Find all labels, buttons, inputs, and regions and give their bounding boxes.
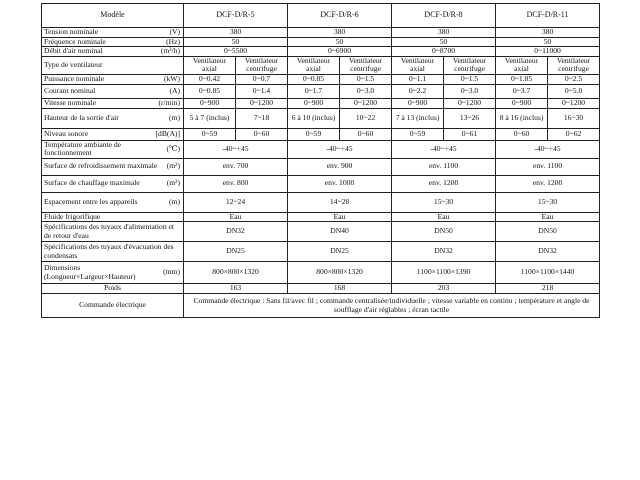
spec-value: 6 à 10 (inclus) bbox=[288, 108, 340, 128]
spec-row bbox=[42, 262, 600, 284]
spec-row bbox=[42, 84, 600, 98]
spec-row bbox=[42, 242, 600, 262]
spec-row bbox=[42, 47, 600, 57]
spec-value: 0~60 bbox=[236, 128, 288, 140]
spec-row bbox=[42, 212, 600, 222]
spec-value: 0~0.85 bbox=[184, 84, 236, 98]
spec-value: env. 1200 bbox=[496, 175, 600, 192]
spec-value: 5 à 7 (inclus) bbox=[184, 108, 236, 128]
spec-value: 15~30 bbox=[392, 192, 496, 212]
spec-value: DN25 bbox=[184, 242, 288, 262]
spec-label: Spécifications des tuyaux d'alimentation et de retour d'eau bbox=[44, 222, 175, 240]
spec-value: 380 bbox=[184, 28, 288, 38]
control-description: Commande électrique : Sans fil/avec fil ; commande centralisée/individuelle ; vitesse variable en continu ; température et angle de soufflage d'air réglables ; écran tactile bbox=[184, 294, 600, 318]
spec-value: 0~5.0 bbox=[548, 84, 600, 98]
spec-unit: (V) bbox=[169, 27, 180, 36]
spec-value: 7~18 bbox=[236, 108, 288, 128]
model-name: DCF-D/R-11 bbox=[496, 4, 600, 28]
spec-value: 0~1.7 bbox=[288, 84, 340, 98]
spec-label-cell bbox=[42, 175, 184, 192]
spec-unit: (m²) bbox=[166, 161, 180, 171]
spec-value: 0~900 bbox=[392, 98, 444, 108]
spec-body bbox=[42, 28, 600, 284]
control-label: Commande électrique bbox=[42, 294, 184, 318]
spec-unit: (m²) bbox=[166, 178, 180, 188]
spec-label-cell bbox=[42, 128, 184, 140]
spec-value: Ventilateur centrifuge bbox=[340, 56, 392, 74]
spec-label-cell bbox=[42, 108, 184, 128]
spec-value: 0~59 bbox=[184, 128, 236, 140]
spec-label: Niveau sonore bbox=[44, 128, 89, 138]
spec-value: 0~61 bbox=[444, 128, 496, 140]
spec-row bbox=[42, 128, 600, 140]
spec-value: 0~900 bbox=[288, 98, 340, 108]
spec-value: 0~2.2 bbox=[392, 84, 444, 98]
spec-row bbox=[42, 222, 600, 242]
spec-label-cell bbox=[42, 28, 184, 38]
weight-label: Poids bbox=[42, 284, 184, 294]
spec-value: 800×800×1320 bbox=[184, 262, 288, 284]
spec-unit: (m) bbox=[169, 196, 180, 206]
spec-value: 50 bbox=[496, 37, 600, 47]
model-name: DCF-D/R-8 bbox=[392, 4, 496, 28]
spec-label: Température ambiante de fonctionnement bbox=[44, 140, 122, 157]
spec-unit: (m) bbox=[169, 112, 180, 122]
spec-value: Eau bbox=[288, 212, 392, 222]
spec-value: 13~26 bbox=[444, 108, 496, 128]
spec-label: Fluide frigorifique bbox=[44, 212, 101, 221]
spec-value: Ventilateur centrifuge bbox=[548, 56, 600, 74]
spec-value: env. 1100 bbox=[496, 158, 600, 175]
spec-row bbox=[42, 108, 600, 128]
spec-value: 50 bbox=[184, 37, 288, 47]
spec-value: Ventilateur axial bbox=[496, 56, 548, 74]
spec-value: 0~1.85 bbox=[496, 74, 548, 84]
spec-label-cell bbox=[42, 158, 184, 175]
spec-value: 0~8700 bbox=[392, 47, 496, 57]
spec-label-cell bbox=[42, 222, 184, 242]
spec-row bbox=[42, 158, 600, 175]
spec-label: Dimensions (Longueur×Largeur×Hauteur) bbox=[44, 263, 136, 281]
spec-label: Spécifications des tuyaux d'évacuation des condensats bbox=[44, 242, 174, 260]
spec-value: 10~22 bbox=[340, 108, 392, 128]
spec-label: Hauteur de la sortie d'air bbox=[44, 112, 119, 122]
spec-value: 0~1.1 bbox=[392, 74, 444, 84]
spec-value: env. 800 bbox=[184, 175, 288, 192]
spec-label: Type de ventilateur bbox=[44, 59, 103, 69]
spec-value: DN40 bbox=[288, 222, 392, 242]
spec-row bbox=[42, 37, 600, 47]
spec-value: 14~28 bbox=[288, 192, 392, 212]
spec-unit: (Hz) bbox=[166, 37, 180, 46]
spec-label-cell bbox=[42, 140, 184, 158]
control-row bbox=[42, 294, 600, 318]
spec-label-cell bbox=[42, 262, 184, 284]
spec-value: env. 1200 bbox=[392, 175, 496, 192]
spec-label-cell bbox=[42, 74, 184, 84]
spec-unit: (r/min) bbox=[158, 98, 180, 107]
spec-row bbox=[42, 74, 600, 84]
spec-value: 0~1.5 bbox=[444, 74, 496, 84]
spec-label: Fréquence nominale bbox=[44, 37, 106, 46]
spec-value: DN50 bbox=[496, 222, 600, 242]
spec-label-cell bbox=[42, 56, 184, 74]
spec-value: env. 1100 bbox=[392, 158, 496, 175]
spec-label: Espacement entre les appareils bbox=[44, 196, 138, 206]
spec-row bbox=[42, 140, 600, 158]
spec-value: 1100×1100×1390 bbox=[392, 262, 496, 284]
spec-value: env. 900 bbox=[288, 158, 392, 175]
spec-value: 7 à 13 (inclus) bbox=[392, 108, 444, 128]
spec-row bbox=[42, 28, 600, 38]
spec-label-cell bbox=[42, 84, 184, 98]
spec-value: 0~59 bbox=[288, 128, 340, 140]
spec-value: 0~0.42 bbox=[184, 74, 236, 84]
model-header: Modèle bbox=[42, 4, 184, 28]
spec-value: 0~11000 bbox=[496, 47, 600, 57]
spec-label: Tension nominale bbox=[44, 27, 99, 36]
spec-value: 0~1200 bbox=[340, 98, 392, 108]
spec-value: 0~2.5 bbox=[548, 74, 600, 84]
spec-value: -40~+45 bbox=[496, 140, 600, 158]
spec-value: 0~3.0 bbox=[444, 84, 496, 98]
spec-label-cell bbox=[42, 192, 184, 212]
spec-value: 0~3.0 bbox=[340, 84, 392, 98]
spec-unit: (mm) bbox=[163, 267, 180, 277]
spec-value: 0~3.7 bbox=[496, 84, 548, 98]
spec-unit: [dB(A)] bbox=[155, 128, 180, 138]
spec-value: 15~30 bbox=[496, 192, 600, 212]
spec-label: Courant nominal bbox=[44, 85, 96, 95]
weight-value: 203 bbox=[392, 284, 496, 294]
model-name: DCF-D/R-6 bbox=[288, 4, 392, 28]
spec-value: 0~900 bbox=[496, 98, 548, 108]
spec-value: 0~1200 bbox=[548, 98, 600, 108]
spec-value: DN50 bbox=[392, 222, 496, 242]
spec-label: Surface de refroidissement maximale bbox=[44, 161, 158, 171]
spec-label-cell bbox=[42, 242, 184, 262]
spec-value: -40~+45 bbox=[392, 140, 496, 158]
spec-value: 0~62 bbox=[548, 128, 600, 140]
spec-value: Eau bbox=[496, 212, 600, 222]
spec-value: 800×800×1320 bbox=[288, 262, 392, 284]
spec-unit: (m³/h) bbox=[160, 46, 180, 55]
header-row bbox=[42, 4, 600, 28]
spec-row bbox=[42, 56, 600, 74]
spec-value: 16~30 bbox=[548, 108, 600, 128]
weight-value: 168 bbox=[288, 284, 392, 294]
spec-value: 0~60 bbox=[496, 128, 548, 140]
spec-value: Ventilateur axial bbox=[288, 56, 340, 74]
spec-value: 0~1200 bbox=[236, 98, 288, 108]
spec-label-cell bbox=[42, 47, 184, 57]
model-name: DCF-D/R-5 bbox=[184, 4, 288, 28]
spec-value: 0~60 bbox=[340, 128, 392, 140]
weight-value: 218 bbox=[496, 284, 600, 294]
spec-value: 0~0.85 bbox=[288, 74, 340, 84]
spec-value: Eau bbox=[184, 212, 288, 222]
spec-value: 0~1200 bbox=[444, 98, 496, 108]
spec-label-cell bbox=[42, 212, 184, 222]
spec-value: env. 1000 bbox=[288, 175, 392, 192]
spec-value: Ventilateur axial bbox=[184, 56, 236, 74]
spec-label: Puissance nominale bbox=[44, 74, 105, 83]
spec-label-cell bbox=[42, 37, 184, 47]
spec-value: Eau bbox=[392, 212, 496, 222]
spec-value: Ventilateur centrifuge bbox=[236, 56, 288, 74]
spec-unit: (A) bbox=[169, 85, 180, 95]
spec-value: 0~0.7 bbox=[236, 74, 288, 84]
weight-value: 163 bbox=[184, 284, 288, 294]
spec-value: 0~5500 bbox=[184, 47, 288, 57]
spec-row bbox=[42, 98, 600, 108]
spec-value: DN32 bbox=[496, 242, 600, 262]
spec-value: 50 bbox=[392, 37, 496, 47]
spec-value: 380 bbox=[288, 28, 392, 38]
spec-label: Surface de chauffage maximale bbox=[44, 178, 140, 188]
spec-value: 0~6900 bbox=[288, 47, 392, 57]
weight-row bbox=[42, 284, 600, 294]
spec-value: Ventilateur axial bbox=[392, 56, 444, 74]
spec-table bbox=[41, 3, 600, 318]
spec-unit: (kW) bbox=[163, 74, 180, 83]
spec-value: DN25 bbox=[288, 242, 392, 262]
spec-row bbox=[42, 192, 600, 212]
spec-value: 0~1.4 bbox=[236, 84, 288, 98]
spec-value: env. 700 bbox=[184, 158, 288, 175]
spec-value: 0~1.5 bbox=[340, 74, 392, 84]
spec-row bbox=[42, 175, 600, 192]
spec-value: 0~59 bbox=[392, 128, 444, 140]
spec-value: DN32 bbox=[184, 222, 288, 242]
spec-value: DN32 bbox=[392, 242, 496, 262]
spec-value: -40~+45 bbox=[288, 140, 392, 158]
spec-value: 50 bbox=[288, 37, 392, 47]
spec-value: 1100×1100×1440 bbox=[496, 262, 600, 284]
spec-value: -40~+45 bbox=[184, 140, 288, 158]
spec-label-cell bbox=[42, 98, 184, 108]
spec-unit: (℃) bbox=[166, 143, 180, 153]
spec-label: Vitesse nominale bbox=[44, 98, 97, 107]
spec-value: Ventilateur centrifuge bbox=[444, 56, 496, 74]
spec-value: 380 bbox=[392, 28, 496, 38]
spec-value: 380 bbox=[496, 28, 600, 38]
spec-value: 0~900 bbox=[184, 98, 236, 108]
spec-value: 8 à 16 (inclus) bbox=[496, 108, 548, 128]
spec-value: 12~24 bbox=[184, 192, 288, 212]
spec-label: Débit d'air nominal bbox=[44, 46, 103, 55]
